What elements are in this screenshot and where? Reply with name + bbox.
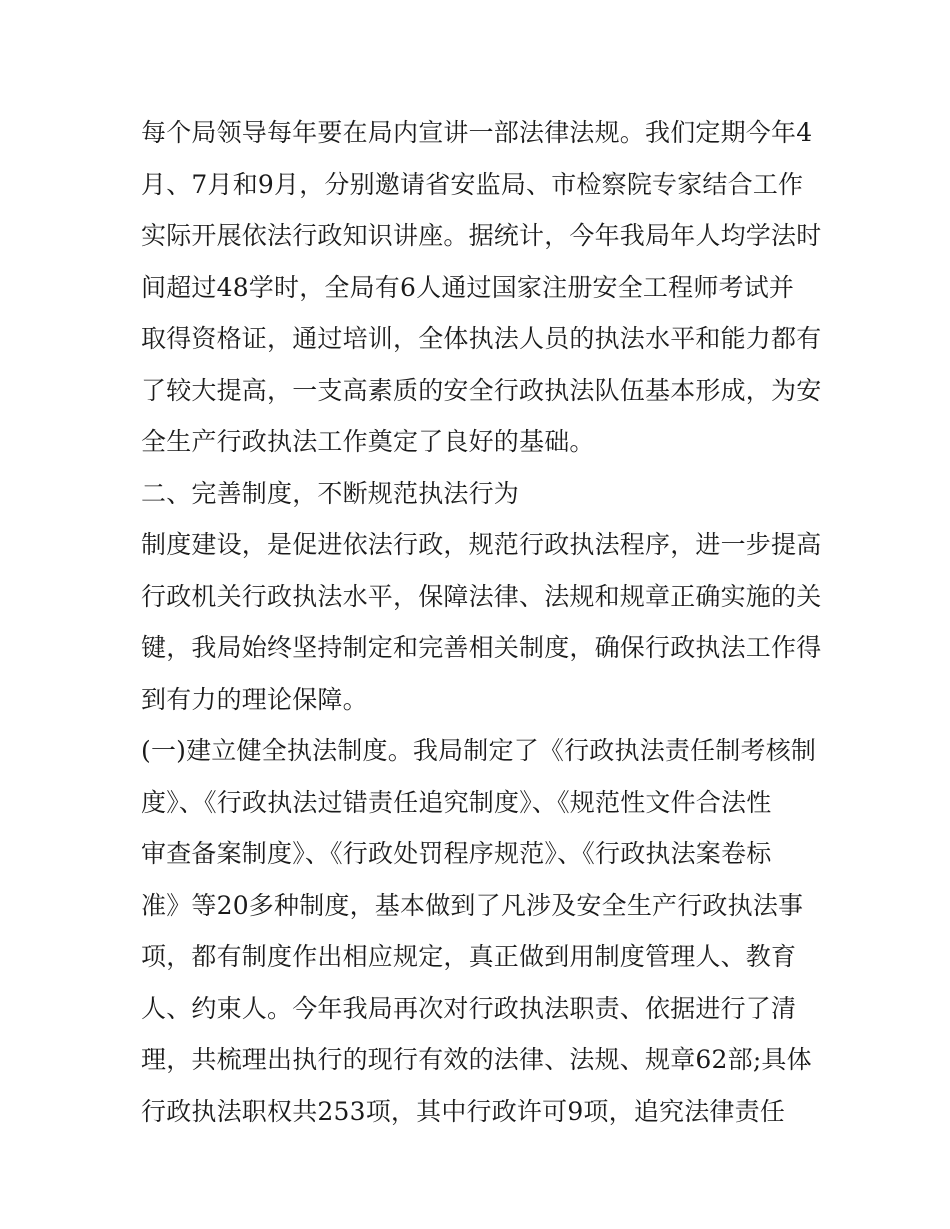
text-line-12: 到有力的理论保障。 [141, 684, 368, 714]
text-line-11: 键，我局始终坚持制定和完善相关制度，确保行政执法工作得 [141, 633, 822, 662]
text-line-1: 每个局领导每年要在局内宣讲一部法律法规。我们定期今年4 [141, 118, 813, 147]
text-line-2: 月、7月和9月，分别邀请省安监局、市检察院专家结合工作 [141, 169, 804, 199]
text-line-4: 间超过48学时，全局有6人通过国家注册安全工程师考试并 [141, 272, 795, 302]
document-body [141, 107, 821, 1137]
text-line-10: 行政机关行政执法水平，保障法律、法规和规章正确实施的关 [141, 581, 822, 611]
text-line-7: 全生产行政执法工作奠定了良好的基础。 [141, 427, 595, 456]
text-line-14: 度》、《行政执法过错责任追究制度》、《规范性文件合法性 [141, 787, 772, 817]
text-line-17: 项，都有制度作出相应规定，真正做到用制度管理人、教育 [141, 942, 797, 971]
text-line-19: 理，共梳理出执行的现行有效的法律、法规、规章62部;具体 [141, 1045, 812, 1074]
text-line-13: (一)建立健全执法制度。我局制定了《行政执法责任制考核制 [141, 736, 817, 765]
text-line-6: 了较大提高，一支高素质的安全行政执法队伍基本形成，为安 [141, 375, 822, 405]
text-line-15: 审查备案制度》、《行政处罚程序规范》、《行政执法案卷标 [141, 839, 772, 868]
text-line-9: 制度建设，是促进依法行政，规范行政执法程序，进一步提高 [141, 530, 822, 559]
text-line-16: 准》等20多种制度，基本做到了凡涉及安全生产行政执法事 [141, 890, 804, 920]
section-heading: 二、完善制度，不断规范执法行为 [141, 478, 520, 508]
text-line-5: 取得资格证，通过培训，全体执法人员的执法水平和能力都有 [141, 324, 822, 353]
text-line-20: 行政执法职权共253项，其中行政许可9项，追究法律责任 [141, 1096, 786, 1126]
text-line-3: 实际开展依法行政知识讲座。据统计，今年我局年人均学法时 [141, 221, 822, 250]
text-line-18: 人、约束人。今年我局再次对行政执法职责、依据进行了清 [141, 993, 797, 1023]
